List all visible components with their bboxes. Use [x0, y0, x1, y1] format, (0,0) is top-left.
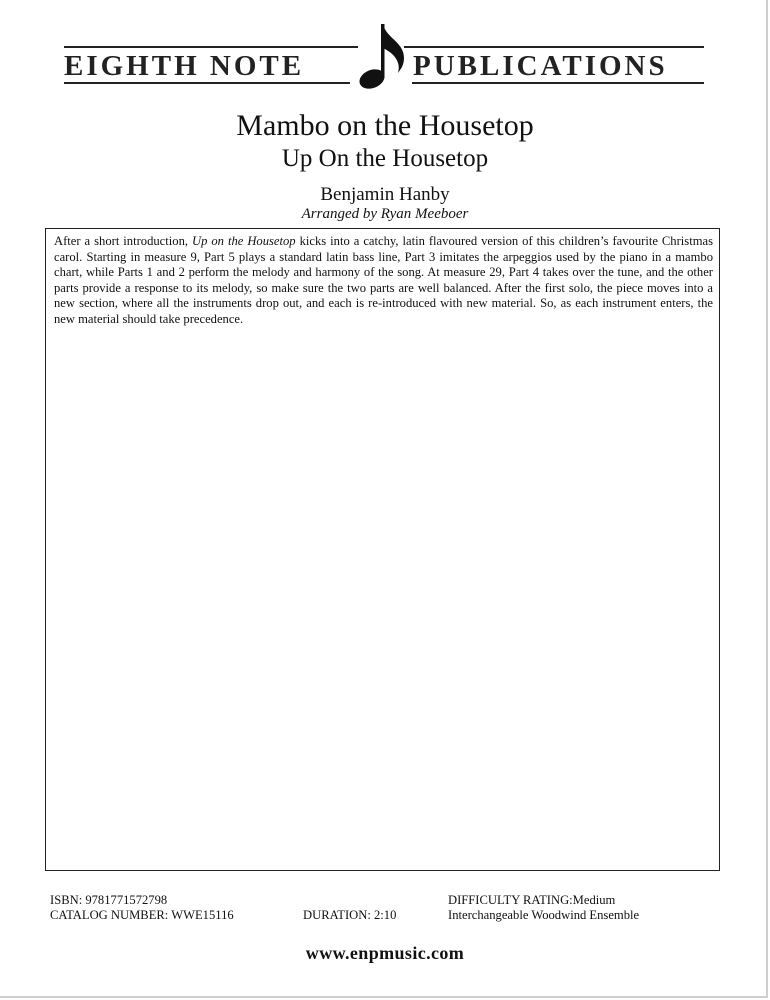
composer: Benjamin Hanby: [320, 184, 450, 205]
song-title-italic: Up on the Housetop: [192, 234, 296, 248]
page-subtitle: Up On the Housetop: [281, 145, 489, 172]
website-link[interactable]: www.enpmusic.com: [305, 943, 465, 963]
description-box: [45, 228, 720, 871]
ensemble-type: Interchangeable Woodwind Ensemble: [448, 908, 640, 922]
catalog-number: CATALOG NUMBER: WWE15116: [50, 908, 234, 922]
logo-rule: [404, 46, 704, 48]
publisher-logo: [0, 0, 770, 110]
difficulty-rating: DIFFICULTY RATING:Medium: [448, 893, 616, 907]
page-title: Mambo on the Housetop: [236, 109, 534, 142]
description-text: After a short introduction, Up on the Housetop kicks into a catchy, latin flavoured version of this children’s favourite Christmas carol. Starting in measure 9, Part 5 plays a standard latin bass line, Part 3 imitates the arpeggios used by the piano in a mambo chart, while Parts 1 and 2 perform the melody and harmony of the song. At measure 29, Part 4 takes over the tune, and the other parts provide a response to its melody, so make sure the two parts are well balanced. After the first solo, the piece moves into a new section, where all the instruments drop out, and each is re-introduced with new material. So, as each instrument enters, the new material should take precedence.: [54, 234, 713, 326]
eighth-note-icon: [352, 20, 412, 92]
isbn: ISBN: 9781771572798: [50, 893, 168, 907]
arranger: Arranged by Ryan Meeboer: [301, 206, 469, 222]
duration: DURATION: 2:10: [303, 908, 397, 922]
logo-text-left: EIGHTH NOTE: [64, 50, 305, 82]
logo-rule: [64, 46, 358, 48]
logo-text-right: PUBLICATIONS: [413, 50, 668, 82]
